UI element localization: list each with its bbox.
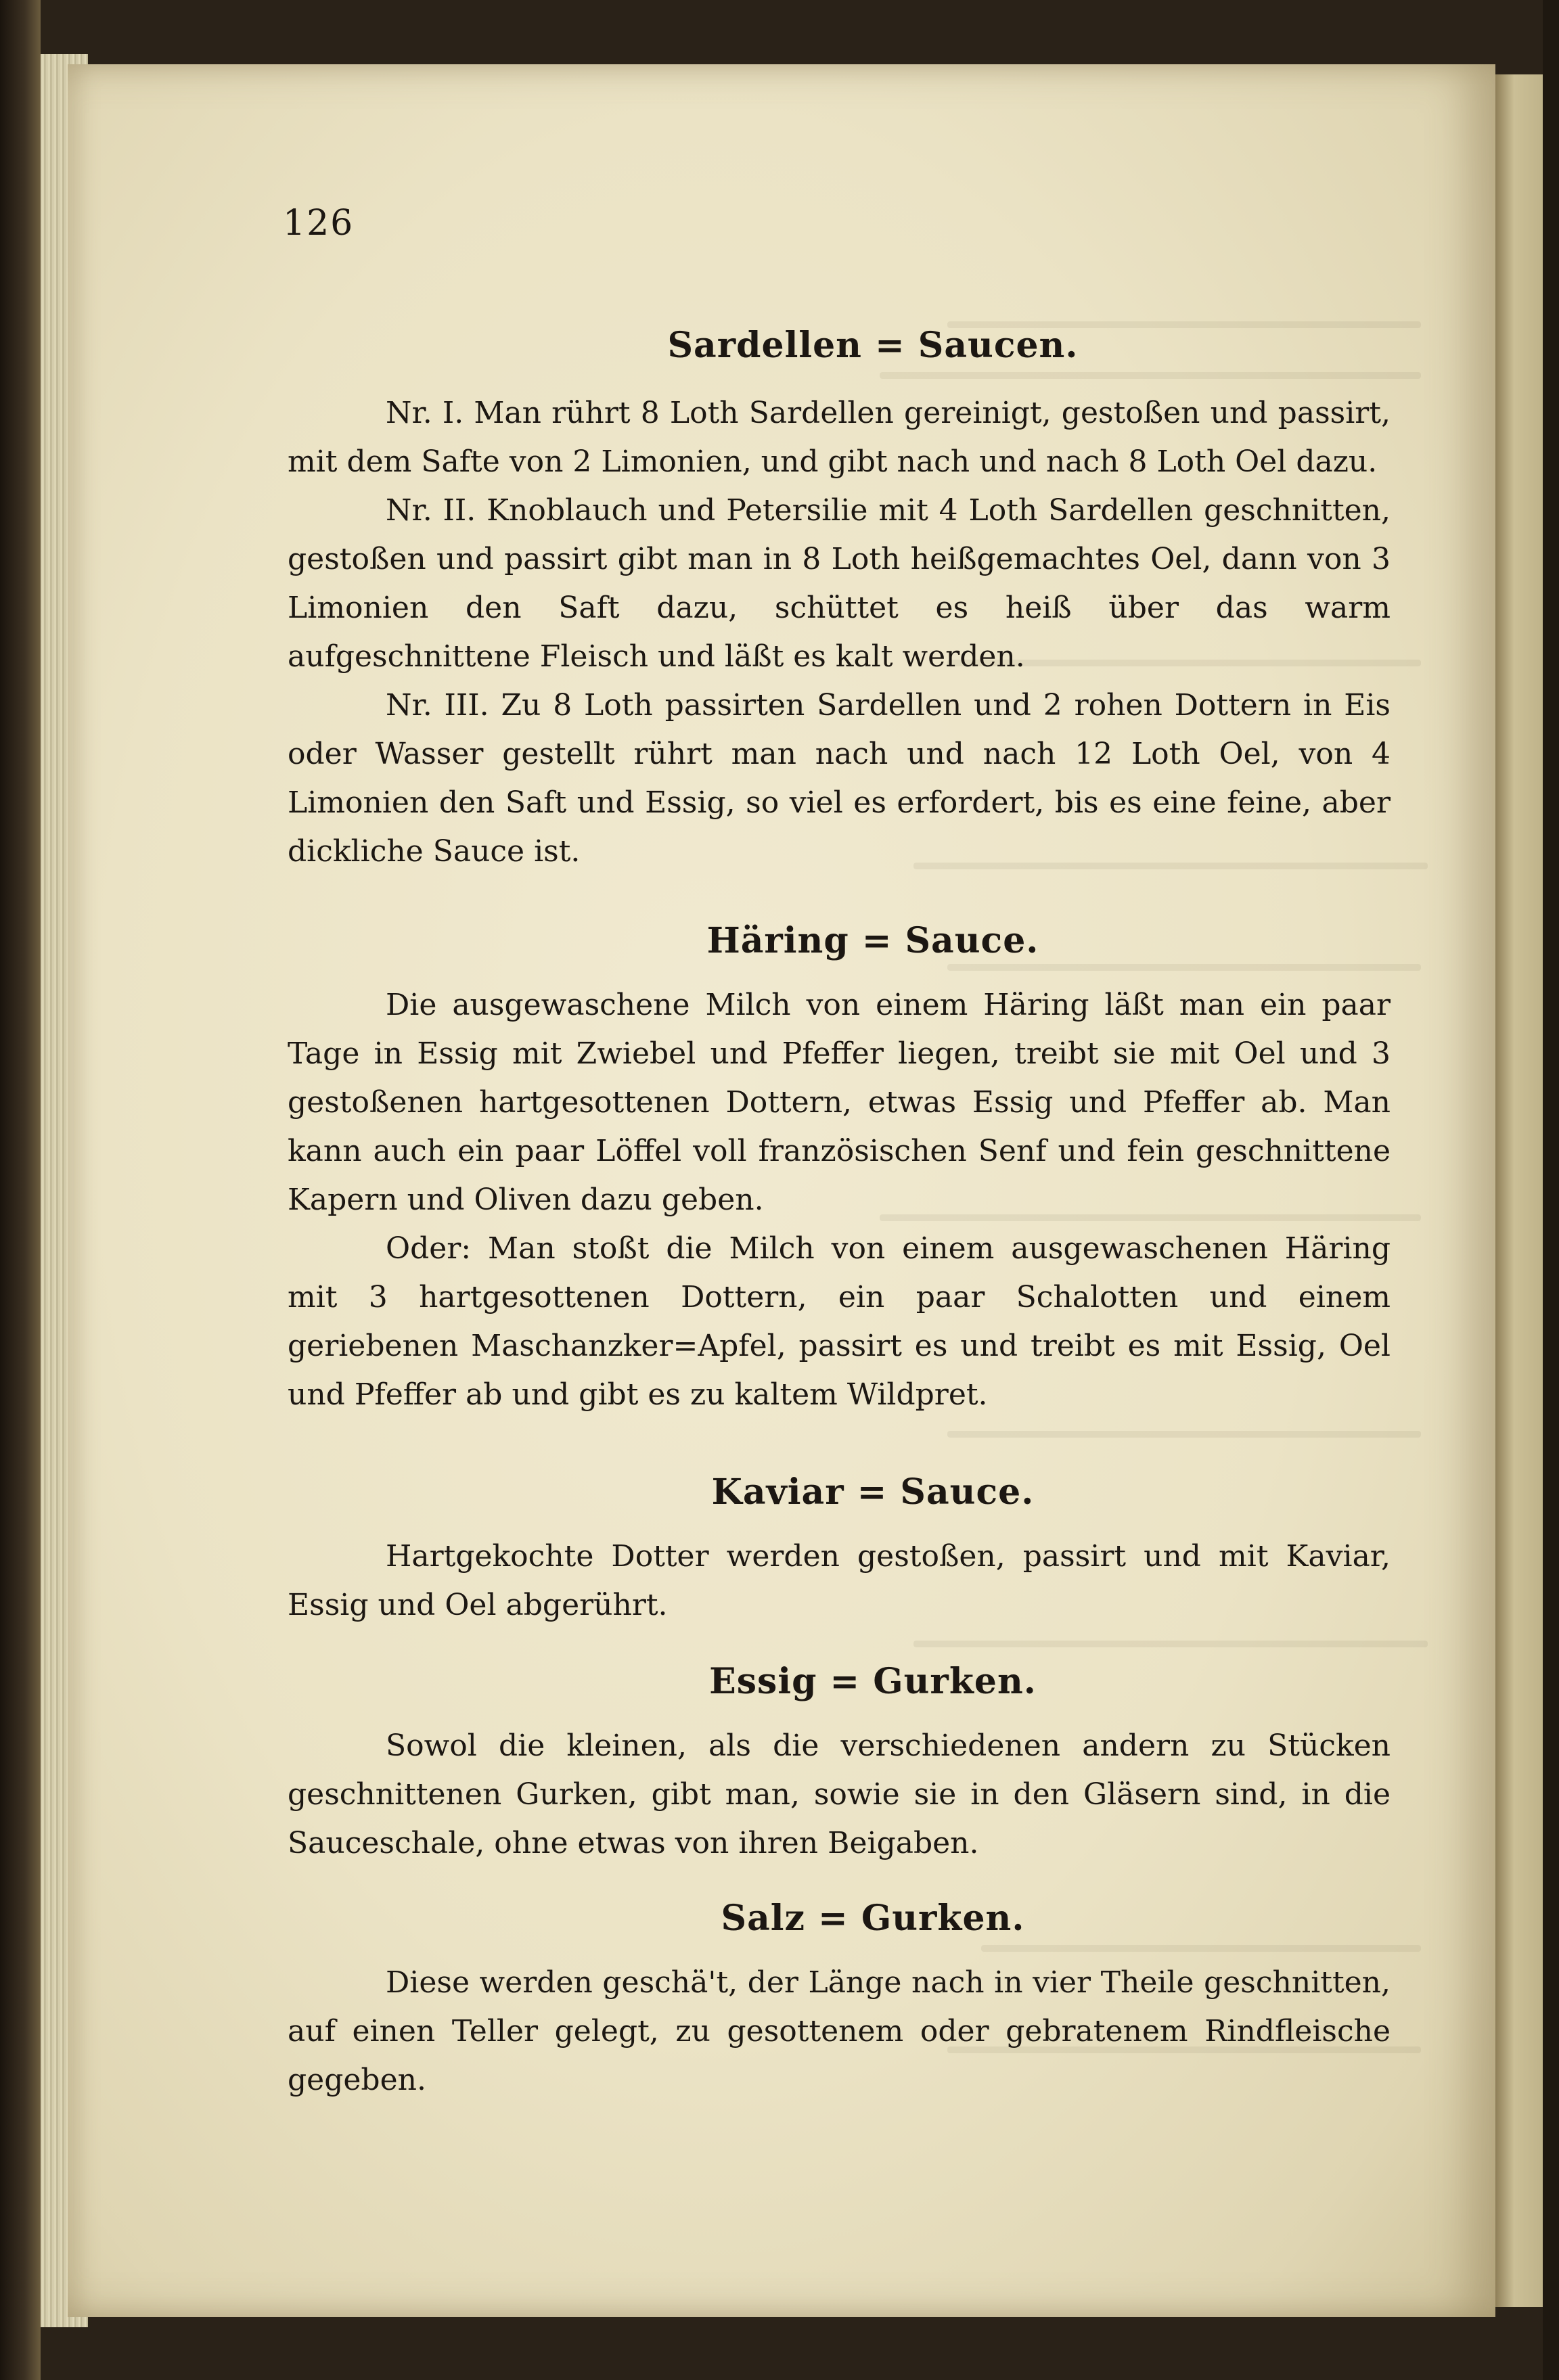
paragraph: Sowol die kleinen, als die verschiedenen andern zu Stücken geschnittenen Gurken, gibt man, sowie sie in den Gläsern sind, in die Sauceschale, ohne etwas von ihren Beigaben. [288, 1729, 1391, 1860]
page-number: 126 [283, 203, 355, 244]
section-heading: Sardellen = Saucen. [667, 325, 1079, 366]
section-body [288, 389, 1391, 876]
show-through [947, 964, 1421, 971]
show-through [981, 1945, 1421, 1952]
paragraph: Die ausgewaschene Milch von einem Häring läßt man ein paar Tage in Essig mit Zwiebel und Pfeffer liegen, treibt sie mit Oel und 3 gestoßenen hartgesottenen Dottern, etwas Essig und Pfeffer ab. Man kann auch ein paar Löffel voll französischen Senf und fein geschnittene Kapern und Oliven dazu geben. [288, 988, 1391, 1217]
binding-edge [0, 0, 41, 2380]
paragraph: Nr. III. Zu 8 Loth passirten Sardellen und 2 rohen Dottern in Eis oder Wasser gestellt rührt man nach und nach 12 Loth Oel, von 4 Limonien den Saft und Essig, so viel es erfordert, bis es eine feine, aber dickliche Sauce ist. [288, 688, 1391, 869]
paragraph: Oder: Man stoßt die Milch von einem ausgewaschenen Häring mit 3 hartgesottenen Dottern, ein paar Schalotten und einem geriebenen Maschanzker=Apfel, passirt es und treibt es mit Essig, Oel und Pfeffer ab und gibt es zu kaltem Wildpret. [288, 1231, 1391, 1412]
section-heading: Salz = Gurken. [721, 1898, 1025, 1939]
section-body [288, 1722, 1391, 1868]
section-heading: Essig = Gurken. [709, 1661, 1037, 1702]
section-body [288, 981, 1391, 1419]
section-heading: Häring = Sauce. [706, 920, 1039, 961]
section-body [288, 1959, 1391, 2105]
facing-page-edge [1495, 74, 1543, 2307]
section-body [288, 1532, 1391, 1630]
show-through [880, 372, 1421, 379]
background-edge [1543, 0, 1559, 2380]
paragraph: Nr. II. Knoblauch und Petersilie mit 4 Loth Sardellen geschnitten, gestoßen und passirt gibt man in 8 Loth heißgemachtes Oel, dann von 3 Limonien den Saft dazu, schüttet es heiß über das warm aufgeschnittene Fleisch und läßt es kalt werden. [288, 493, 1391, 674]
paragraph: Nr. I. Man rührt 8 Loth Sardellen gereinigt, gestoßen und passirt, mit dem Safte von 2 Limonien, und gibt nach und nach 8 Loth Oel dazu. [288, 396, 1391, 479]
paragraph: Hartgekochte Dotter werden gestoßen, passirt und mit Kaviar, Essig und Oel abgerührt. [288, 1539, 1391, 1622]
show-through [913, 1641, 1428, 1647]
paragraph: Diese werden geschä't, der Länge nach in vier Theile geschnitten, auf einen Teller gelegt, zu gesottenem oder gebratenem Rindfleische gegeben. [288, 1965, 1391, 2097]
section-heading: Kaviar = Sauce. [711, 1471, 1035, 1513]
show-through [947, 1431, 1421, 1438]
